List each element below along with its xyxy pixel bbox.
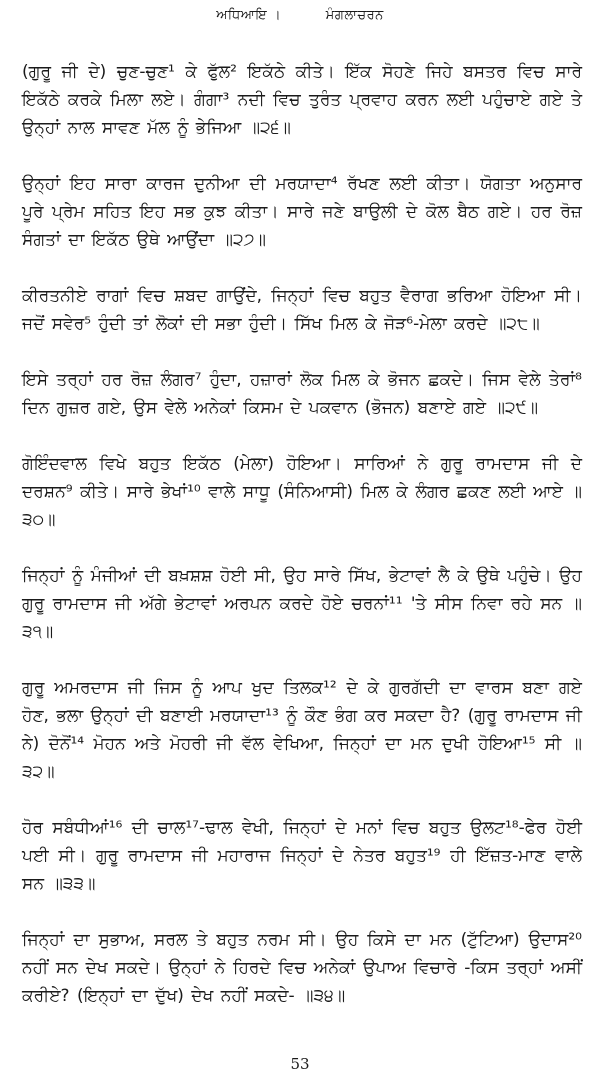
paragraph-33: ਹੋਰ ਸਬੰਧੀਆਂ¹⁶ ਦੀ ਚਾਲ¹⁷-ਢਾਲ ਵੇਖੀ, ਜਿਨ੍ਹਾਂ ਦੇ ਮਨਾਂ ਵਿਚ ਬਹੁਤ ਉਲਟ¹⁸-ਫੇਰ ਹੋਈ ਪਈ ਸੀ। ਗੁਰੂ ਰਾਮਦਾਸ ਜੀ ਮਹਾਰਾਜ ਜਿਨ੍ਹਾਂ ਦੇ ਨੇਤਰ ਬਹੁਤ¹⁹ ਹੀ ਇੱਜ਼ਤ-ਮਾਣ ਵਾਲੇ ਸਨ ॥੩੩॥: [22, 818, 582, 894]
paragraph-29: ਇਸੇ ਤਰ੍ਹਾਂ ਹਰ ਰੋਜ਼ ਲੰਗਰ⁷ ਹੁੰਦਾ, ਹਜ਼ਾਰਾਂ ਲੋਕ ਮਿਲ ਕੇ ਭੋਜਨ ਛਕਦੇ। ਜਿਸ ਵੇਲੇ ਤੇਰਾਂ⁸ ਦਿਨ ਗੁਜ਼ਰ ਗਏ, ਉਸ ਵੇਲੇ ਅਨੇਕਾਂ ਕਿਸਮ ਦੇ ਪਕਵਾਨ (ਭੋਜਨ) ਬਣਾਏ ਗਏ ॥੨੯॥: [22, 370, 582, 418]
running-header: [0, 8, 600, 23]
paragraph-28: ਕੀਰਤਨੀਏ ਰਾਗਾਂ ਵਿਚ ਸ਼ਬਦ ਗਾਉਂਦੇ, ਜਿਨ੍ਹਾਂ ਵਿਚ ਬਹੁਤ ਵੈਰਾਗ ਭਰਿਆ ਹੋਇਆ ਸੀ। ਜਦੋਂ ਸਵੇਰ⁵ ਹੁੰਦੀ ਤਾਂ ਲੋਕਾਂ ਦੀ ਸਭਾ ਹੁੰਦੀ। ਸਿੱਖ ਮਿਲ ਕੇ ਜੋੜ⁶-ਮੇਲਾ ਕਰਦੇ ॥੨੮॥: [22, 286, 582, 334]
page-number: 53: [290, 1055, 310, 1073]
paragraph-30: ਗੋਇੰਦਵਾਲ ਵਿਖੇ ਬਹੁਤ ਇਕੱਠ (ਮੇਲਾ) ਹੋਇਆ। ਸਾਰਿਆਂ ਨੇ ਗੁਰੂ ਰਾਮਦਾਸ ਜੀ ਦੇ ਦਰਸ਼ਨ⁹ ਕੀਤੇ। ਸਾਰੇ ਭੇਖਾਂ¹⁰ ਵਾਲੇ ਸਾਧੂ (ਸੰਨਿਆਸੀ) ਮਿਲ ਕੇ ਲੰਗਰ ਛਕਣ ਲਈ ਆਏ ॥੩੦॥: [22, 454, 582, 530]
page-body: [22, 58, 582, 1038]
paragraph-31: ਜਿਨ੍ਹਾਂ ਨੂੰ ਮੰਜੀਆਂ ਦੀ ਬਖ਼ਸ਼ਸ਼ ਹੋਈ ਸੀ, ਉਹ ਸਾਰੇ ਸਿੱਖ, ਭੇਟਾਵਾਂ ਲੈ ਕੇ ਉਥੇ ਪਹੁੰਚੇ। ਉਹ ਗੁਰੂ ਰਾਮਦਾਸ ਜੀ ਅੱਗੇ ਭੇਟਾਵਾਂ ਅਰਪਨ ਕਰਦੇ ਹੋਏ ਚਰਨਾਂ¹¹ 'ਤੇ ਸੀਸ ਨਿਵਾ ਰਹੇ ਸਨ ॥੩੧॥: [22, 566, 582, 642]
paragraph-34: ਜਿਨ੍ਹਾਂ ਦਾ ਸੁਭਾਅ, ਸਰਲ ਤੇ ਬਹੁਤ ਨਰਮ ਸੀ। ਉਹ ਕਿਸੇ ਦਾ ਮਨ (ਟੁੱਟਿਆ) ਉਦਾਸ²⁰ ਨਹੀਂ ਸਨ ਦੇਖ ਸਕਦੇ। ਉਨ੍ਹਾਂ ਨੇ ਹਿਰਦੇ ਵਿਚ ਅਨੇਕਾਂ ਉਪਾਅ ਵਿਚਾਰੇ -ਕਿਸ ਤਰ੍ਹਾਂ ਅਸੀਂ ਕਰੀਏ? (ਇਨ੍ਹਾਂ ਦਾ ਦੁੱਖ) ਦੇਖ ਨਹੀਂ ਸਕਦੇ- ॥੩੪॥: [22, 930, 582, 1006]
header-chapter: ਅਧਿਆਇ ।: [216, 8, 282, 23]
paragraph-26: (ਗੁਰੂ ਜੀ ਦੇ) ਚੁਣ-ਚੁਣ¹ ਕੇ ਫੁੱਲ² ਇਕੱਠੇ ਕੀਤੇ। ਇੱਕ ਸੋਹਣੇ ਜਿਹੇ ਬਸਤਰ ਵਿਚ ਸਾਰੇ ਇਕੱਠੇ ਕਰਕੇ ਮਿਲਾ ਲਏ। ਗੰਗਾ³ ਨਦੀ ਵਿਚ ਤੁਰੰਤ ਪ੍ਰਵਾਹ ਕਰਨ ਲਈ ਪਹੁੰਚਾਏ ਗਏ ਤੇ ਉਨ੍ਹਾਂ ਨਾਲ ਸਾਵਣ ਮੱਲ ਨੂੰ ਭੇਜਿਆ ॥੨੬॥: [22, 62, 582, 138]
paragraph-27: ਉਨ੍ਹਾਂ ਇਹ ਸਾਰਾ ਕਾਰਜ ਦੁਨੀਆ ਦੀ ਮਰਯਾਦਾ⁴ ਰੱਖਣ ਲਈ ਕੀਤਾ। ਯੋਗਤਾ ਅਨੁਸਾਰ ਪੂਰੇ ਪ੍ਰੇਮ ਸਹਿਤ ਇਹ ਸਭ ਕੁਝ ਕੀਤਾ। ਸਾਰੇ ਜਣੇ ਬਾਉਲੀ ਦੇ ਕੋਲ ਬੈਠ ਗਏ। ਹਰ ਰੋਜ਼ ਸੰਗਤਾਂ ਦਾ ਇਕੱਠ ਉਥੇ ਆਉਂਦਾ ॥੨੭॥: [22, 174, 582, 250]
header-section-title: ਮੰਗਲਾਚਰਨ: [325, 8, 384, 23]
paragraph-32: ਗੁਰੂ ਅਮਰਦਾਸ ਜੀ ਜਿਸ ਨੂੰ ਆਪ ਖੁਦ ਤਿਲਕ¹² ਦੇ ਕੇ ਗੁਰਗੱਦੀ ਦਾ ਵਾਰਸ ਬਣਾ ਗਏ ਹੋਣ, ਭਲਾ ਉਨ੍ਹਾਂ ਦੀ ਬਣਾਈ ਮਰਯਾਦਾ¹³ ਨੂੰ ਕੌਣ ਭੰਗ ਕਰ ਸਕਦਾ ਹੈ? (ਗੁਰੂ ਰਾਮਦਾਸ ਜੀ ਨੇ) ਦੋਨੋਂ¹⁴ ਮੋਹਨ ਅਤੇ ਮੋਹਰੀ ਜੀ ਵੱਲ ਵੇਖਿਆ, ਜਿਨ੍ਹਾਂ ਦਾ ਮਨ ਦੁਖੀ ਹੋਇਆ¹⁵ ਸੀ ॥੩੨॥: [22, 678, 582, 782]
